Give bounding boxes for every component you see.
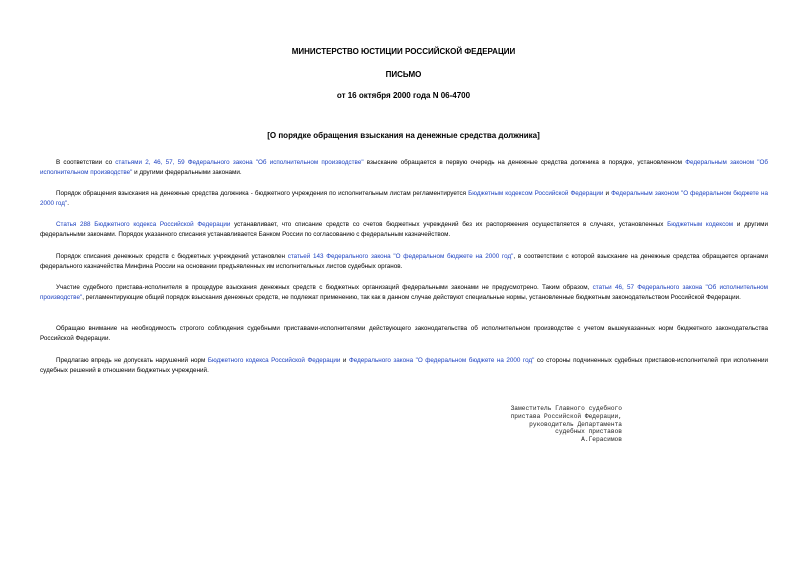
signature-line: пристава Российской Федерации, — [510, 412, 622, 420]
text: Порядок обращения взыскания на денежные средства должника - бюджетного учреждения по исполнительным листам регламентируется — [56, 190, 469, 197]
signature-line: судебных приставов — [555, 428, 622, 436]
document-type: ПИСЬМО — [385, 70, 422, 79]
link-budget-code[interactable]: Бюджетным кодексом Российской Федерации — [468, 190, 604, 197]
link-law-articles-2-46-57-59[interactable]: статьями 2, 46, 57, 59 Федерального закона "Об исполнительном производстве" — [115, 159, 364, 166]
text: и — [340, 357, 349, 364]
link-articles-46-57-enforcement-law[interactable]: статьи 46, 57 Федерального закона "Об исполнительном производстве" — [40, 284, 768, 301]
text: взыскание обращается в первую очередь на денежные средства должника в порядке, установленном — [363, 159, 686, 166]
signature-name: А.Герасимов — [581, 436, 622, 444]
text: и другими федеральными законами. Порядок указанного списания устанавливается Банком России по согласованию с федеральным казначейством. — [40, 221, 768, 238]
text: , в соответствии с которой взыскание на денежные средства обращается органами федерального казначейства Минфина России на основании предъявленных им исполнительных листов судебных органов. — [40, 253, 769, 270]
link-budget-code-article-288[interactable]: Статья 288 Бюджетного кодекса Российской Федерации — [56, 221, 231, 228]
link-budget-code-2[interactable]: Бюджетного кодекса Российской Федерации — [207, 357, 341, 364]
link-budget-code-short[interactable]: Бюджетным кодексом — [667, 221, 734, 228]
text: , регламентирующие общий порядок взыскания денежных средств, не подлежат применению, так как в данном случае действуют специальные нормы, установленные бюджетным законодательством Российской Федерации. — [82, 294, 741, 301]
paragraph-3 — [40, 220, 768, 240]
paragraph-2 — [40, 189, 768, 209]
paragraph-6 — [40, 324, 768, 344]
paragraph-7 — [40, 356, 768, 376]
document-subject: [О порядке обращения взыскания на денежные средства должника] — [267, 131, 540, 140]
paragraph-4 — [40, 252, 768, 272]
link-article-143-budget-law[interactable]: статьей 143 Федерального закона "О федеральном бюджете на 2000 год" — [287, 253, 514, 260]
text: Предлагаю впредь не допускать нарушений норм — [56, 357, 208, 364]
paragraph-1 — [40, 158, 768, 178]
signature-line: руководитель Департамента — [529, 420, 622, 428]
paragraph-5 — [40, 283, 768, 303]
link-enforcement-law[interactable]: Федеральным законом "Об исполнительном производстве" — [40, 159, 768, 176]
text: Участие судебного пристава-исполнителя в процедуре взыскания денежных средств с бюджетных организаций федеральными законами не предусмотрено. Таким образом, — [56, 284, 593, 291]
text: Порядок списания денежных средств с бюджетных учреждений установлен — [56, 253, 288, 260]
ministry-title: МИНИСТЕРСТВО ЮСТИЦИИ РОССИЙСКОЙ ФЕДЕРАЦИИ — [291, 47, 516, 56]
signature-line: Заместитель Главного судебного — [510, 405, 622, 412]
document-date-number: от 16 октября 2000 года N 06-4700 — [336, 91, 471, 100]
signature-block — [511, 405, 622, 444]
text: устанавливает, что списание средств со счетов бюджетных учреждений без их распоряжения осуществляется в случаях, установленных — [230, 221, 668, 228]
link-federal-budget-law-2000-2[interactable]: Федерального закона "О федеральном бюджете на 2000 год" — [348, 357, 535, 364]
text: В соответствии со — [56, 159, 116, 166]
text: . — [67, 200, 69, 207]
text: Обращаю внимание на необходимость строгого соблюдения судебными приставами-исполнителями действующего законодательства об исполнительном производстве с учетом вышеуказанных норм бюджетного законодательства Российской Федерации. — [40, 325, 768, 342]
text: и другими федеральными законами. — [132, 169, 242, 176]
link-federal-budget-law-2000[interactable]: Федеральным законом "О федеральном бюджете на 2000 год" — [40, 190, 768, 207]
text: и — [603, 190, 612, 197]
text: со стороны подчиненных судебных приставов-исполнителей при исполнении судебных решений в отношении бюджетных учреждений. — [40, 357, 768, 374]
